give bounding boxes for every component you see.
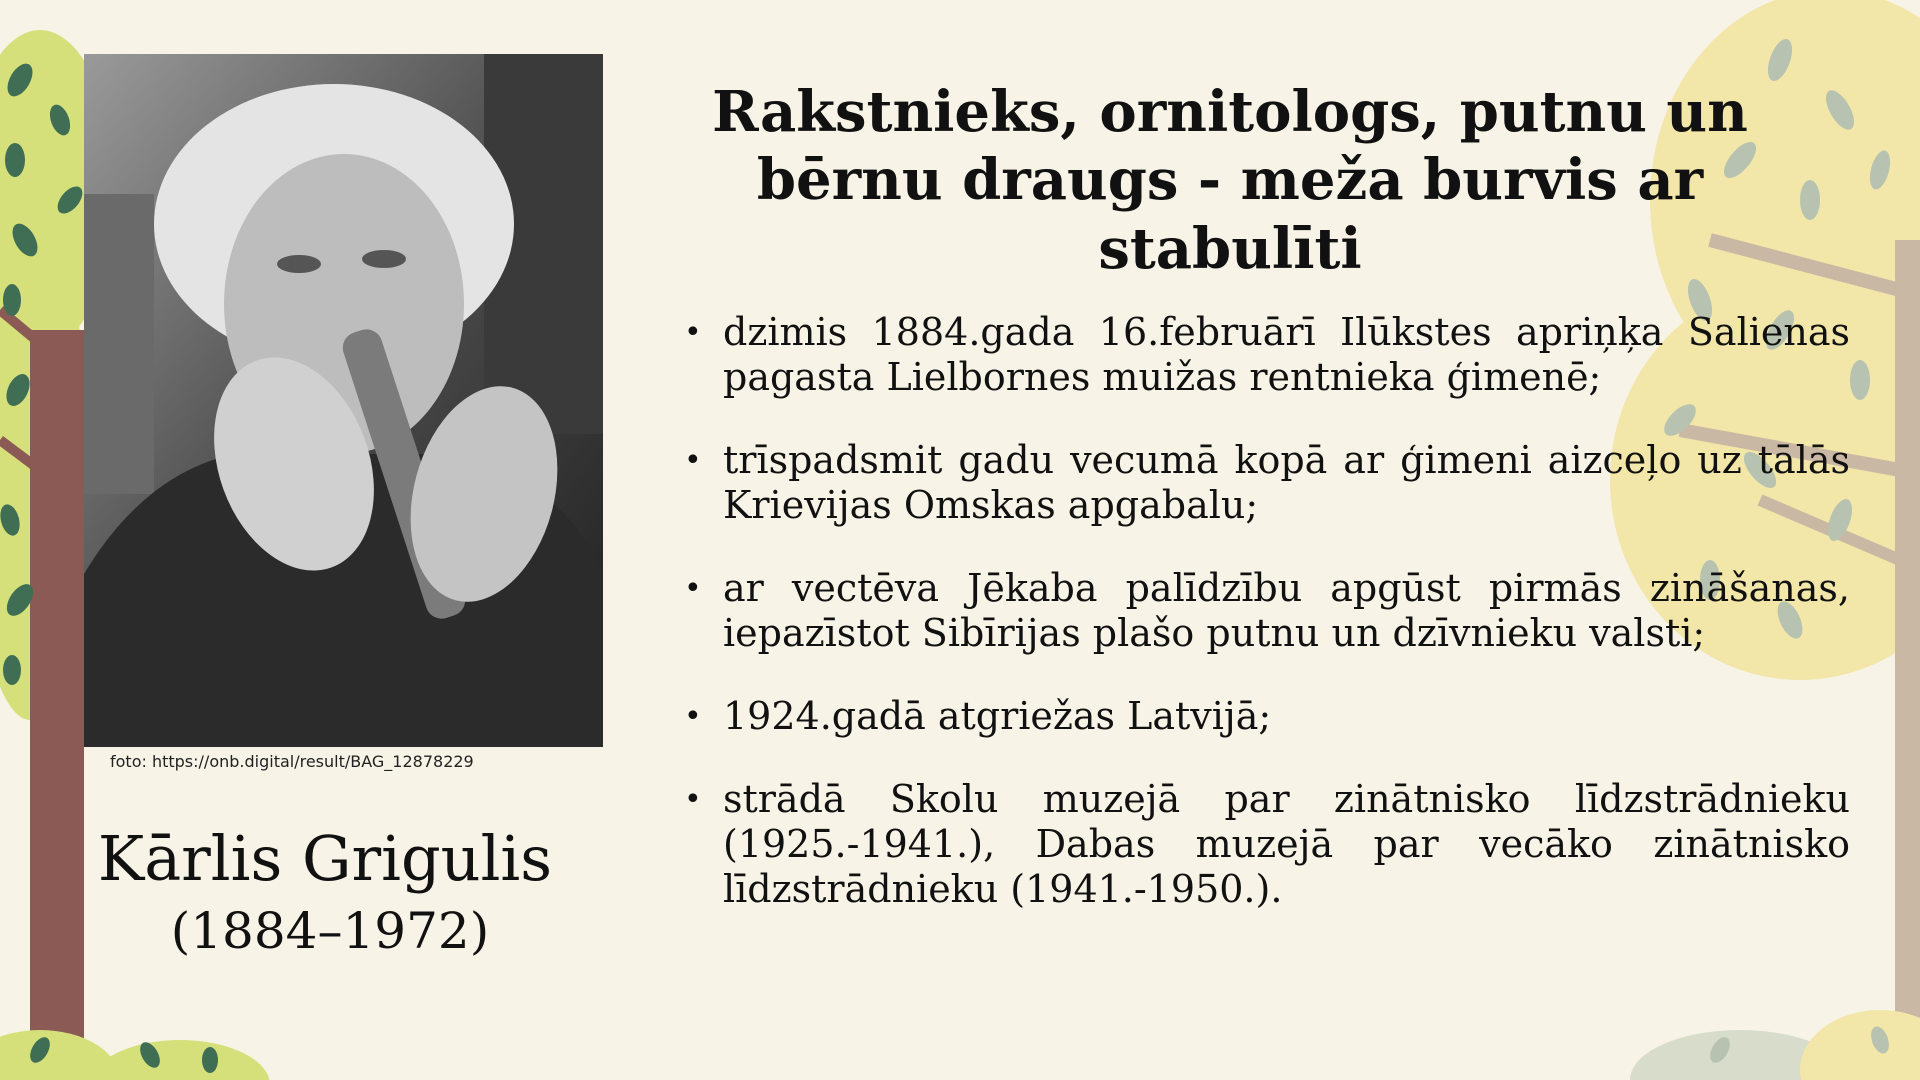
bullet-item: • ar vectēva Jēkaba palīdzību apgūst pirmās zināšanas, iepazīstot Sibīrijas plašo putnu un dzīvnieku valsti; bbox=[680, 566, 1850, 656]
portrait-photo bbox=[84, 54, 603, 747]
life-years: (1884–1972) bbox=[170, 902, 490, 960]
slide-title: Rakstnieks, ornitologs, putnu un bērnu draugs - meža burvis ar stabulīti bbox=[712, 79, 1748, 282]
bottom-left-bush-decoration bbox=[0, 1010, 300, 1080]
bullet-item: • strādā Skolu muzejā par zinātnisko līdzstrādnieku (1925.-1941.), Dabas muzejā par vecāko zinātnisko līdzstrādnieku (1941.-1950.). bbox=[680, 777, 1850, 912]
bottom-right-bush-decoration bbox=[1620, 990, 1920, 1080]
bullet-item: • trīspadsmit gadu vecumā kopā ar ģimeni aizceļo uz tālās Krievijas Omskas apgabalu; bbox=[680, 438, 1850, 528]
bullet-item: • 1924.gadā atgriežas Latvijā; bbox=[680, 694, 1850, 739]
bullet-item: • dzimis 1884.gada 16.februārī Ilūkstes apriņķa Salienas pagasta Lielbornes muižas rentnieka ģimenē; bbox=[680, 310, 1850, 400]
photo-credit: foto: https://onb.digital/result/BAG_12878229 bbox=[110, 752, 474, 771]
person-name: Kārlis Grigulis bbox=[97, 822, 553, 895]
biography-bullet-list bbox=[680, 310, 1850, 912]
